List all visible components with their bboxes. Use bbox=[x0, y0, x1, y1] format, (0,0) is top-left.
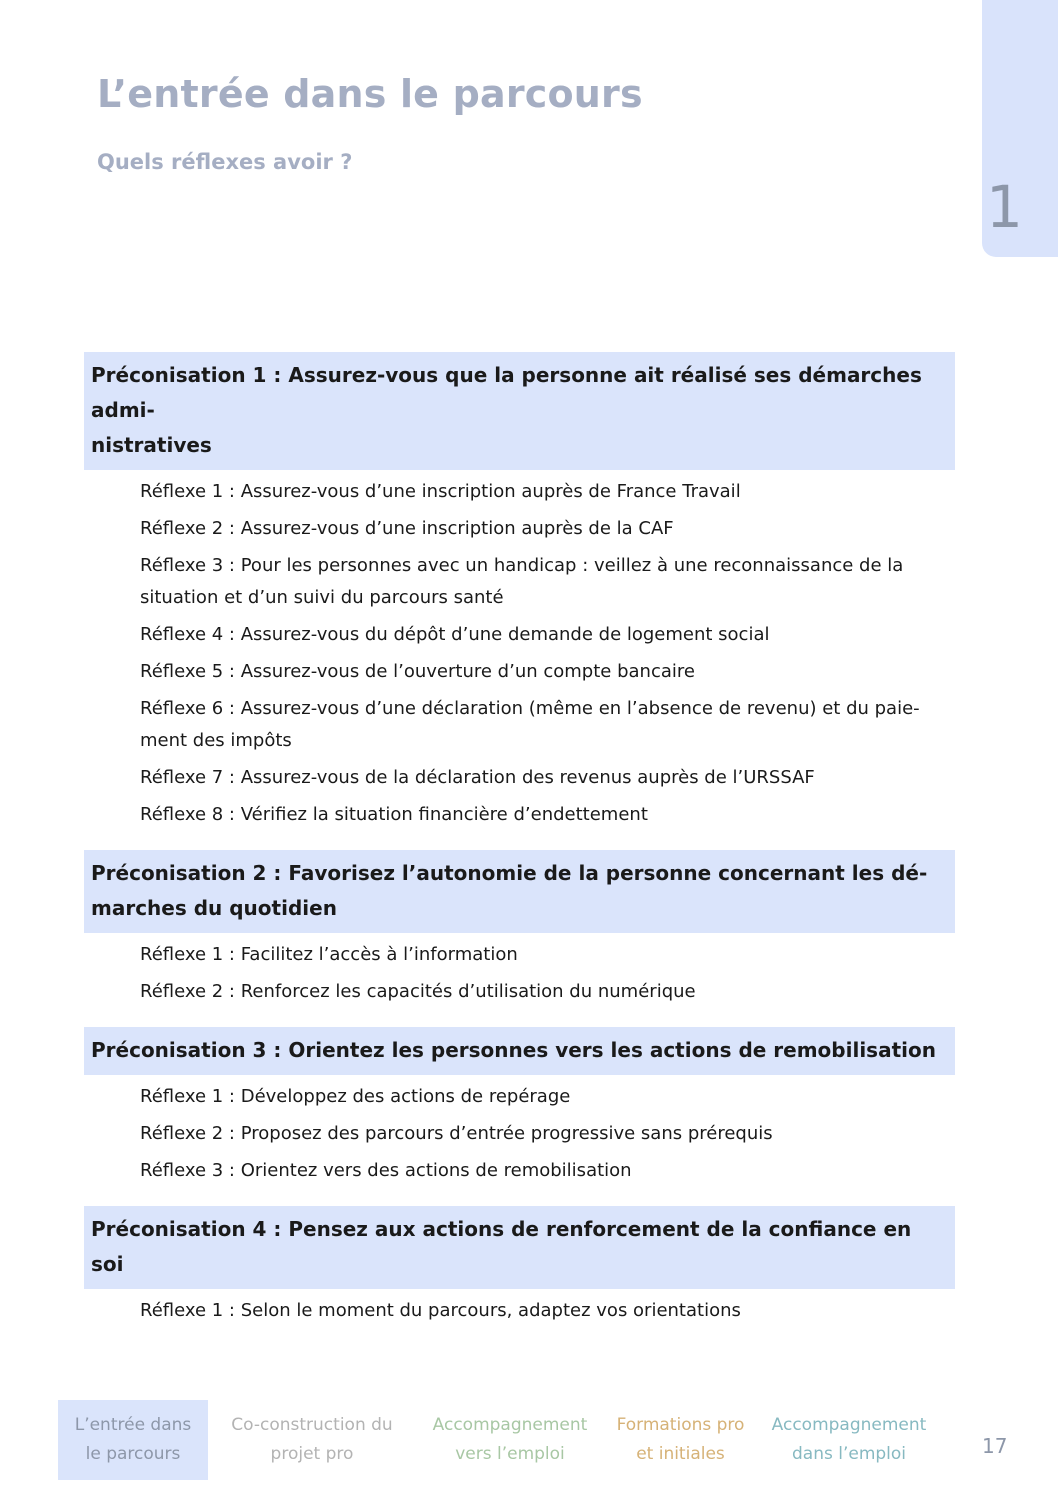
reflex-item bbox=[140, 548, 955, 617]
nav-tab-label: Accompagnement bbox=[432, 1415, 588, 1435]
reflex-list bbox=[84, 470, 955, 834]
reflex-list bbox=[84, 933, 955, 1011]
reflex-item: Réflexe 5 : Assurez-vous de l’ouverture d’un compte bancaire bbox=[140, 661, 695, 682]
nav-tab-accompagnement-dans-emploi[interactable] bbox=[758, 1400, 940, 1480]
page-subtitle: Quels réflexes avoir ? bbox=[97, 150, 353, 174]
reflex-line: ment des impôts bbox=[140, 730, 292, 751]
reflex-item bbox=[140, 691, 955, 760]
page-title: L’entrée dans le parcours bbox=[97, 72, 643, 116]
nav-tab-label: le parcours bbox=[85, 1444, 181, 1464]
chapter-number: 1 bbox=[986, 173, 1023, 241]
nav-tab-accompagnement-vers-emploi[interactable] bbox=[415, 1400, 605, 1480]
preconisation-section bbox=[84, 1206, 955, 1330]
preconisation-title-line: marches du quotidien bbox=[91, 896, 337, 920]
nav-tab-label: dans l’emploi bbox=[791, 1444, 907, 1464]
nav-tab-label: L’entrée dans bbox=[74, 1415, 192, 1435]
chapter-nav bbox=[58, 1400, 948, 1480]
preconisation-title-line: nistratives bbox=[91, 433, 212, 457]
reflex-list bbox=[84, 1075, 955, 1190]
reflex-item: Réflexe 2 : Renforcez les capacités d’utilisation du numérique bbox=[140, 981, 696, 1002]
reflex-item: Réflexe 8 : Vérifiez la situation financière d’endettement bbox=[140, 804, 648, 825]
reflex-item: Réflexe 4 : Assurez-vous du dépôt d’une demande de logement social bbox=[140, 624, 770, 645]
reflex-item: Réflexe 1 : Assurez-vous d’une inscription auprès de France Travail bbox=[140, 481, 741, 502]
preconisation-section bbox=[84, 1027, 955, 1190]
preconisation-section bbox=[84, 850, 955, 1011]
page-number: 17 bbox=[982, 1434, 1008, 1458]
reflex-item: Réflexe 3 : Orientez vers des actions de remobilisation bbox=[140, 1160, 632, 1181]
reflex-line: situation et d’un suivi du parcours santé bbox=[140, 587, 504, 608]
reflex-list bbox=[84, 1289, 955, 1330]
preconisation-title bbox=[84, 352, 955, 470]
preconisations-content bbox=[84, 352, 955, 1346]
preconisation-title: Préconisation 3 : Orientez les personnes vers les actions de remobilisation bbox=[84, 1027, 955, 1075]
reflex-line: Réflexe 6 : Assurez-vous d’une déclaration (même en l’absence de revenu) et du paie- bbox=[140, 698, 920, 719]
reflex-item: Réflexe 1 : Selon le moment du parcours, adaptez vos orientations bbox=[140, 1300, 741, 1321]
preconisation-title-line: Préconisation 1 : Assurez-vous que la personne ait réalisé ses démarches admi- bbox=[91, 363, 922, 422]
nav-tab-formations[interactable] bbox=[603, 1400, 758, 1480]
preconisation-section bbox=[84, 352, 955, 834]
reflex-item: Réflexe 1 : Facilitez l’accès à l’information bbox=[140, 944, 518, 965]
reflex-item: Réflexe 1 : Développez des actions de repérage bbox=[140, 1086, 571, 1107]
nav-tab-label: projet pro bbox=[270, 1444, 354, 1464]
preconisation-title bbox=[84, 850, 955, 933]
nav-tab-entree-parcours[interactable] bbox=[58, 1400, 208, 1480]
preconisation-title-line: Préconisation 2 : Favorisez l’autonomie de la personne concernant les dé- bbox=[91, 861, 928, 885]
reflex-line: Réflexe 3 : Pour les personnes avec un handicap : veillez à une reconnaissance de la bbox=[140, 555, 904, 576]
reflex-item: Réflexe 2 : Assurez-vous d’une inscription auprès de la CAF bbox=[140, 518, 674, 539]
preconisation-title: Préconisation 4 : Pensez aux actions de renforcement de la confiance en soi bbox=[84, 1206, 955, 1289]
nav-tab-label: Accompagnement bbox=[771, 1415, 927, 1435]
nav-tab-co-construction[interactable] bbox=[216, 1400, 408, 1480]
nav-tab-label: Formations pro bbox=[616, 1415, 745, 1435]
reflex-item: Réflexe 7 : Assurez-vous de la déclaration des revenus auprès de l’URSSAF bbox=[140, 767, 815, 788]
nav-tab-label: vers l’emploi bbox=[455, 1444, 565, 1464]
reflex-item: Réflexe 2 : Proposez des parcours d’entrée progressive sans prérequis bbox=[140, 1123, 773, 1144]
nav-tab-label: Co-construction du bbox=[231, 1415, 393, 1435]
nav-tab-label: et initiales bbox=[636, 1444, 725, 1464]
